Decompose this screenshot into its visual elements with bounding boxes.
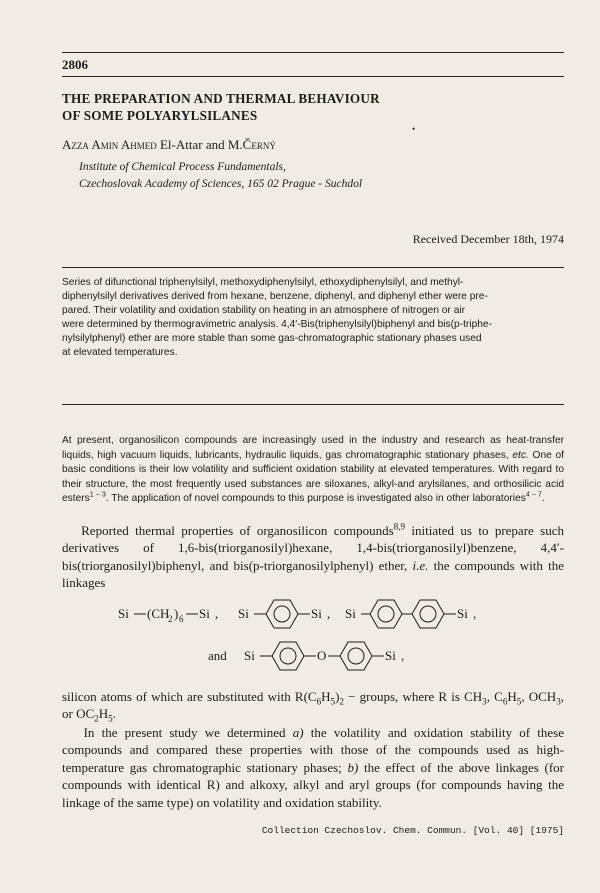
article-title bbox=[62, 90, 542, 124]
abstract bbox=[62, 276, 564, 359]
intro-paragraph bbox=[62, 434, 564, 507]
title-line-2: OF SOME POLYARYLSILANES bbox=[62, 108, 258, 123]
title-line-1: THE PREPARATION AND THERMAL BEHAVIOUR bbox=[62, 91, 380, 106]
subscript: 6 bbox=[502, 696, 508, 707]
para-text: ) bbox=[335, 689, 340, 704]
comma: , bbox=[327, 606, 331, 621]
subscript: 2 bbox=[94, 714, 99, 724]
citation-8-9: 8,9 bbox=[393, 521, 406, 532]
affiliation-line-1: Institute of Chemical Process Fundamentals, bbox=[79, 161, 286, 173]
author-2-last: Černý bbox=[242, 137, 276, 152]
si-label: Si bbox=[244, 648, 255, 663]
para-ie: i.e. bbox=[412, 557, 429, 573]
para-text: the effect of the above linkages (for compounds with identical R) and alkoxy, alkyl and aryl groups (for compounds having the linkage of the same type) on volatility and oxidation stability. bbox=[62, 759, 564, 810]
para-text: the compounds with the linkages bbox=[62, 557, 564, 591]
abstract-line: were determined by thermogravimetric analysis. 4,4′-Bis(triphenylsilyl)biphenyl and bis(p-triphe- bbox=[62, 318, 492, 330]
para-text: H bbox=[507, 689, 517, 704]
para-text: initiated us to prepare such derivatives of 1,6-bis(triorganosilyl)hexane, 1,4-bis(triorganosilyl)benzene, 4,4′-bis(triorganosilyl)biphenyl, and bis(p-triorganosilylphenyl) ether, bbox=[62, 523, 565, 573]
close-paren: ) bbox=[174, 606, 179, 621]
author-1-last: El-Attar bbox=[159, 137, 203, 152]
abstract-top-rule bbox=[62, 267, 564, 268]
para-text: . bbox=[112, 706, 116, 722]
intro-text: One of basic conditions is their low volatility and sufficient oxidation stability at elevated temperatures. With regard to their structure, the most frequently used substances are siloxanes, alkyl-and arylsilanes, and orthosilicic acid esters bbox=[62, 449, 564, 505]
para-text: H bbox=[321, 689, 331, 704]
abstract-line: pared. Their volatility and oxidation stability on heating in an atmosphere of nitrogen or air bbox=[62, 304, 466, 316]
paragraph-2 bbox=[62, 688, 564, 723]
para-text: In the present study we determined bbox=[83, 725, 293, 740]
header-rule bbox=[62, 76, 564, 77]
abstract-line: diphenylsilyl derivatives derived from hexane, benzene, diphenyl, and diphenyl ether were pre- bbox=[62, 290, 488, 302]
linkage-structures bbox=[0, 590, 600, 680]
affiliation-line-2: Czechoslovak Academy of Sciences, 165 02 Prague - Suchdol bbox=[79, 178, 363, 190]
si-label: Si bbox=[118, 606, 129, 621]
item-b: b) bbox=[347, 759, 359, 775]
benzene-linkage bbox=[238, 600, 330, 628]
para-text: silicon atoms of which are substituted with R(C bbox=[62, 689, 317, 704]
benzene-ring bbox=[412, 600, 444, 628]
author-line bbox=[62, 137, 276, 153]
para-text: , OCH bbox=[521, 689, 557, 704]
diphenyl-ether-linkage bbox=[208, 642, 404, 670]
comma: , bbox=[473, 606, 477, 621]
para-text: − groups, where R is CH bbox=[343, 689, 483, 704]
speck-mark: • bbox=[412, 124, 416, 134]
comma: , bbox=[215, 606, 219, 621]
and-word: and bbox=[208, 648, 227, 663]
para-text: , C bbox=[486, 689, 503, 704]
si-label: Si bbox=[238, 606, 249, 621]
abstract-line: at elevated temperatures. bbox=[62, 346, 178, 358]
si-label: Si bbox=[311, 606, 322, 621]
paragraph-1 bbox=[62, 522, 564, 592]
biphenyl-linkage bbox=[345, 600, 476, 628]
si-label: Si bbox=[385, 648, 396, 663]
paragraph-3 bbox=[62, 724, 564, 811]
si-label: Si bbox=[199, 606, 210, 621]
subscript: 5 bbox=[330, 696, 336, 707]
author-1-first: Azza Amin Ahmed bbox=[62, 137, 157, 152]
benzene-ring bbox=[266, 600, 298, 628]
benzene-ring bbox=[272, 642, 304, 670]
para-text: the volatility and oxidation stability of these compounds and compared these properties with those of the compounds used as high-temperature gas chromatographic stationary phases; bbox=[62, 725, 564, 775]
intro-etc: etc. bbox=[512, 449, 529, 461]
subscript: 5 bbox=[516, 696, 522, 707]
abstract-bottom-rule bbox=[62, 404, 564, 405]
oxygen-label: O bbox=[317, 648, 327, 663]
ch2-label: (CH bbox=[147, 606, 170, 621]
benzene-ring bbox=[340, 642, 372, 670]
journal-footer: Collection Czechoslov. Chem. Commun. [Vol. 40] [1975] bbox=[261, 825, 564, 836]
author-and: and bbox=[205, 137, 225, 152]
page-number: 2806 bbox=[62, 57, 88, 72]
subscript: 3 bbox=[556, 696, 561, 707]
hexane-linkage bbox=[118, 606, 218, 624]
sub-6: 6 bbox=[179, 614, 184, 624]
aromatic-circle bbox=[378, 606, 394, 622]
si-label: Si bbox=[345, 606, 356, 621]
subscript: 5 bbox=[108, 714, 113, 724]
citation-1-3: 1 − 3 bbox=[89, 490, 106, 499]
abstract-line: Series of difunctional triphenylsilyl, methoxydiphenylsilyl, ethoxydiphenylsilyl, and methyl- bbox=[62, 277, 464, 288]
aromatic-circle bbox=[280, 648, 296, 664]
para-text: H bbox=[98, 706, 109, 722]
comma: , bbox=[401, 648, 405, 663]
citation-4-7: 4 − 7 bbox=[525, 490, 542, 499]
intro-text: At present, organosilicon compounds are increasingly used in the industry and research as heat-transfer liquids, high vacuum liquids, lubricants, hydraulic liquids, gas chromatographic stationary phases, bbox=[62, 435, 564, 461]
author-2-initial: M. bbox=[227, 137, 243, 152]
aromatic-circle bbox=[274, 606, 290, 622]
aromatic-circle bbox=[420, 606, 436, 622]
abstract-line: nylsilylphenyl) ether are more stable than some gas-chromatographic stationary phases used bbox=[62, 332, 482, 344]
item-a: a) bbox=[292, 725, 304, 740]
intro-text: . The application of novel compounds to this purpose is investigated also in other laboratories bbox=[105, 493, 526, 505]
top-rule bbox=[62, 52, 564, 53]
subscript: 2 bbox=[339, 696, 344, 707]
subscript: 3 bbox=[482, 696, 487, 707]
aromatic-circle bbox=[348, 648, 364, 664]
sub-2: 2 bbox=[168, 614, 173, 624]
affiliation bbox=[79, 159, 362, 193]
intro-text: . bbox=[541, 493, 545, 505]
subscript: 6 bbox=[316, 696, 322, 707]
para-text: , or OC bbox=[62, 689, 564, 722]
para-text: Reported thermal properties of organosilicon compounds bbox=[81, 523, 394, 538]
benzene-ring bbox=[370, 600, 402, 628]
si-label: Si bbox=[457, 606, 468, 621]
received-date: Received December 18th, 1974 bbox=[412, 232, 564, 246]
